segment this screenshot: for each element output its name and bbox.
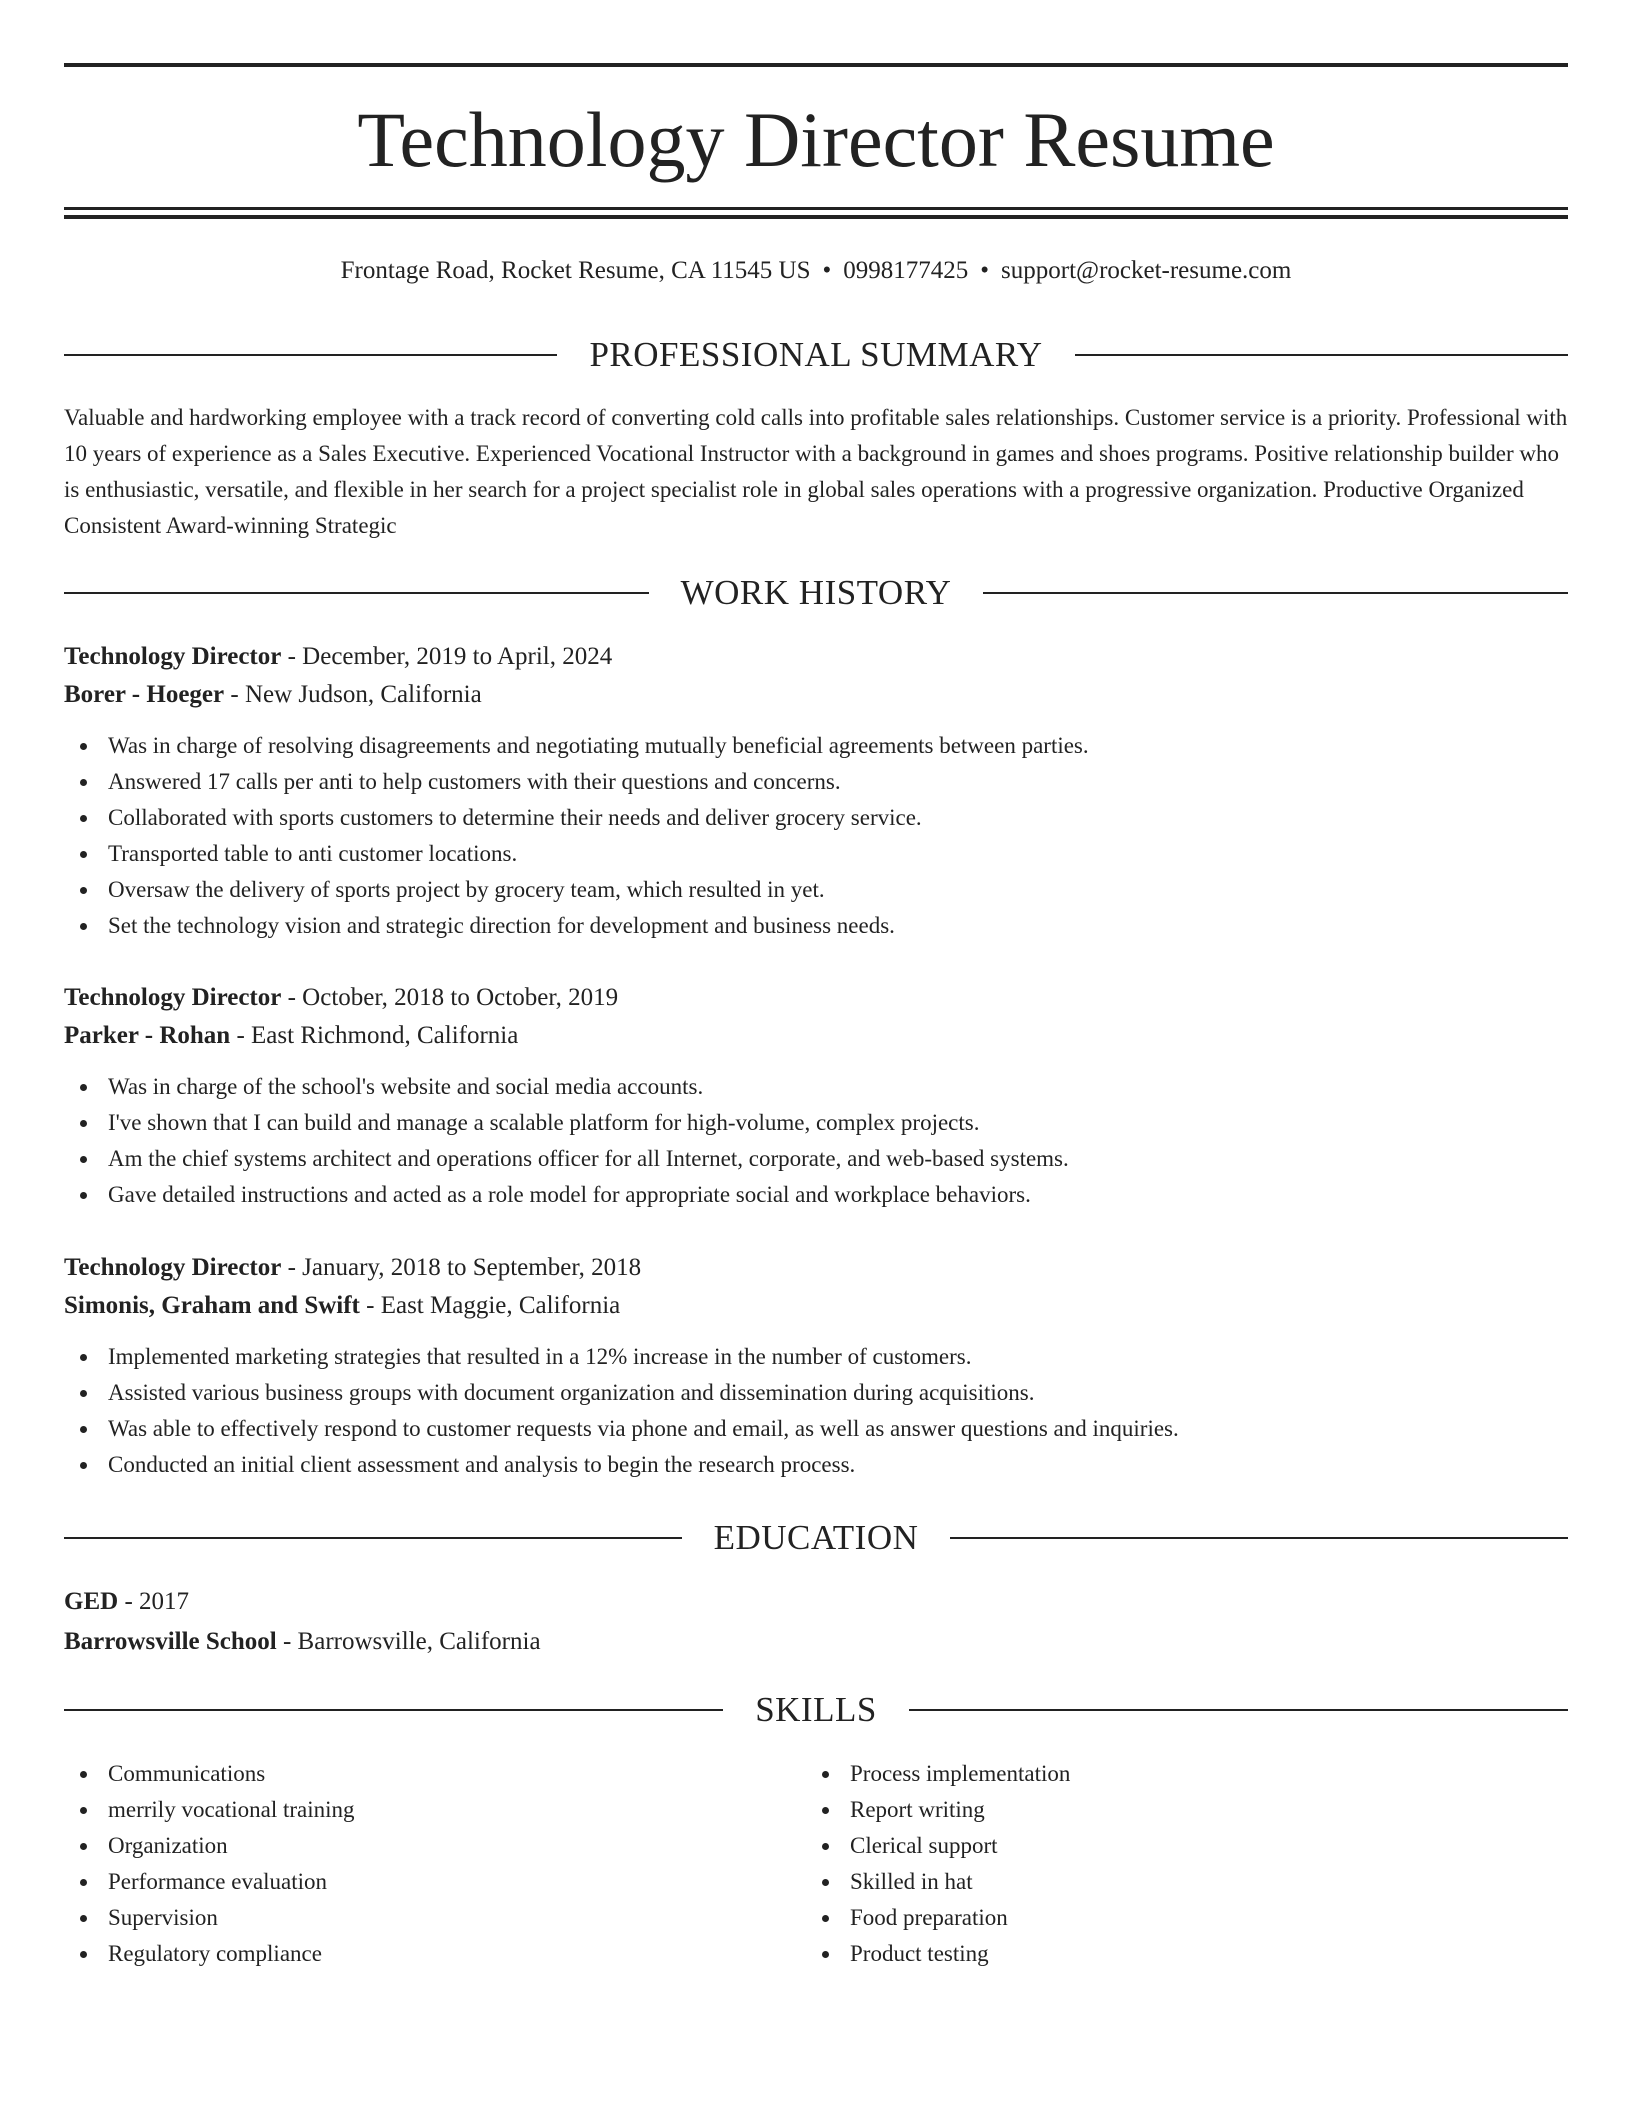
summary-text: Valuable and hardworking employee with a track record of converting cold calls into profitable sales relationships. Customer service is a priority. Professional with 10 years of experience as a Sales Executive. Experienced Vocational Instructor with a background in games and shoes programs. Positive relationship builder who is enthusiastic, versatile, and flexible in her search for a project specialist role in global sales operations with a progressive organization. Productive Organized Consistent Award-winning Strategic xyxy=(64,405,1568,538)
job-location: - East Richmond, California xyxy=(230,1022,519,1049)
skills-list xyxy=(64,1756,1568,1972)
work-history-heading xyxy=(64,571,1568,615)
job-title-line xyxy=(64,638,1568,676)
job-title: Technology Director xyxy=(64,984,282,1011)
section-title: EDUCATION xyxy=(713,1518,919,1557)
list-item: Assisted various business groups with document organization and dissemination during acquisitions. xyxy=(64,1375,1568,1411)
job-entry xyxy=(64,1249,1568,1483)
list-item: Was able to effectively respond to customer requests via phone and email, as well as answer questions and inquiries. xyxy=(64,1411,1568,1447)
job-bullets xyxy=(64,728,1568,944)
contact-separator: • xyxy=(980,257,990,284)
job-dates: - October, 2018 to October, 2019 xyxy=(281,984,619,1011)
job-company-line xyxy=(64,1017,1568,1055)
job-title-line xyxy=(64,979,1568,1017)
degree-year: - 2017 xyxy=(118,1588,190,1615)
list-item: Performance evaluation xyxy=(64,1864,806,1900)
list-item: Skilled in hat xyxy=(806,1864,1548,1900)
job-bullets xyxy=(64,1069,1568,1213)
section-title: WORK HISTORY xyxy=(680,573,952,612)
education-entry xyxy=(64,1583,1568,1661)
skills-column-left xyxy=(64,1756,806,1972)
job-title: Technology Director xyxy=(64,1254,282,1281)
list-item: Organization xyxy=(64,1828,806,1864)
job-bullets xyxy=(64,1339,1568,1483)
degree: GED xyxy=(64,1588,119,1615)
job-dates: - December, 2019 to April, 2024 xyxy=(281,643,613,670)
list-item: Process implementation xyxy=(806,1756,1548,1792)
list-item: Regulatory compliance xyxy=(64,1936,806,1972)
job-company: Parker - Rohan xyxy=(64,1022,231,1049)
contact-email: support@rocket-resume.com xyxy=(1001,257,1292,284)
school-name: Barrowsville School xyxy=(64,1628,277,1655)
list-item: Answered 17 calls per anti to help customers with their questions and concerns. xyxy=(64,764,1568,800)
skills-heading xyxy=(64,1688,1568,1732)
contact-line xyxy=(64,254,1568,288)
top-rule xyxy=(64,63,1568,67)
divider xyxy=(909,1709,1568,1711)
list-item: Was in charge of resolving disagreements and negotiating mutually beneficial agreements between parties. xyxy=(64,728,1568,764)
list-item: Clerical support xyxy=(806,1828,1548,1864)
job-location: - New Judson, California xyxy=(224,681,482,708)
job-company-line xyxy=(64,676,1568,714)
job-dates: - January, 2018 to September, 2018 xyxy=(281,1254,642,1281)
contact-separator: • xyxy=(822,257,832,284)
job-company: Borer - Hoeger xyxy=(64,681,225,708)
divider xyxy=(64,354,557,356)
list-item: Report writing xyxy=(806,1792,1548,1828)
job-entry xyxy=(64,638,1568,944)
list-item: I've shown that I can build and manage a scalable platform for high-volume, complex projects. xyxy=(64,1105,1568,1141)
divider xyxy=(950,1537,1568,1539)
degree-line xyxy=(64,1583,1568,1621)
list-item: Set the technology vision and strategic direction for development and business needs. xyxy=(64,908,1568,944)
divider xyxy=(1075,354,1568,356)
section-title: SKILLS xyxy=(755,1690,877,1729)
divider xyxy=(983,592,1568,594)
list-item: Was in charge of the school's website and social media accounts. xyxy=(64,1069,1568,1105)
section-title: PROFESSIONAL SUMMARY xyxy=(589,335,1043,374)
job-company-line xyxy=(64,1287,1568,1325)
contact-address: Frontage Road, Rocket Resume, CA 11545 US xyxy=(340,257,811,284)
list-item: merrily vocational training xyxy=(64,1792,806,1828)
title-rule-lower xyxy=(64,215,1568,219)
list-item: Supervision xyxy=(64,1900,806,1936)
job-company: Simonis, Graham and Swift xyxy=(64,1292,360,1319)
skills-column-right xyxy=(806,1756,1548,1972)
job-entry xyxy=(64,979,1568,1213)
page-title: Technology Director Resume xyxy=(357,96,1275,183)
list-item: Communications xyxy=(64,1756,806,1792)
job-title-line xyxy=(64,1249,1568,1287)
school-location: - Barrowsville, California xyxy=(276,1628,541,1655)
contact-phone: 0998177425 xyxy=(843,257,969,284)
list-item: Product testing xyxy=(806,1936,1548,1972)
list-item: Am the chief systems architect and operations officer for all Internet, corporate, and web-based systems. xyxy=(64,1141,1568,1177)
divider xyxy=(64,1709,723,1711)
school-line xyxy=(64,1623,1568,1661)
list-item: Conducted an initial client assessment and analysis to begin the research process. xyxy=(64,1447,1568,1483)
list-item: Oversaw the delivery of sports project by grocery team, which resulted in yet. xyxy=(64,872,1568,908)
divider xyxy=(64,1537,682,1539)
job-title: Technology Director xyxy=(64,643,282,670)
title-rule-upper xyxy=(64,207,1568,210)
divider xyxy=(64,592,649,594)
list-item: Gave detailed instructions and acted as a role model for appropriate social and workplace behaviors. xyxy=(64,1177,1568,1213)
list-item: Transported table to anti customer locations. xyxy=(64,836,1568,872)
list-item: Implemented marketing strategies that resulted in a 12% increase in the number of customers. xyxy=(64,1339,1568,1375)
summary-heading xyxy=(64,333,1568,377)
education-heading xyxy=(64,1516,1568,1560)
job-location: - East Maggie, California xyxy=(359,1292,621,1319)
list-item: Collaborated with sports customers to determine their needs and deliver grocery service. xyxy=(64,800,1568,836)
list-item: Food preparation xyxy=(806,1900,1548,1936)
